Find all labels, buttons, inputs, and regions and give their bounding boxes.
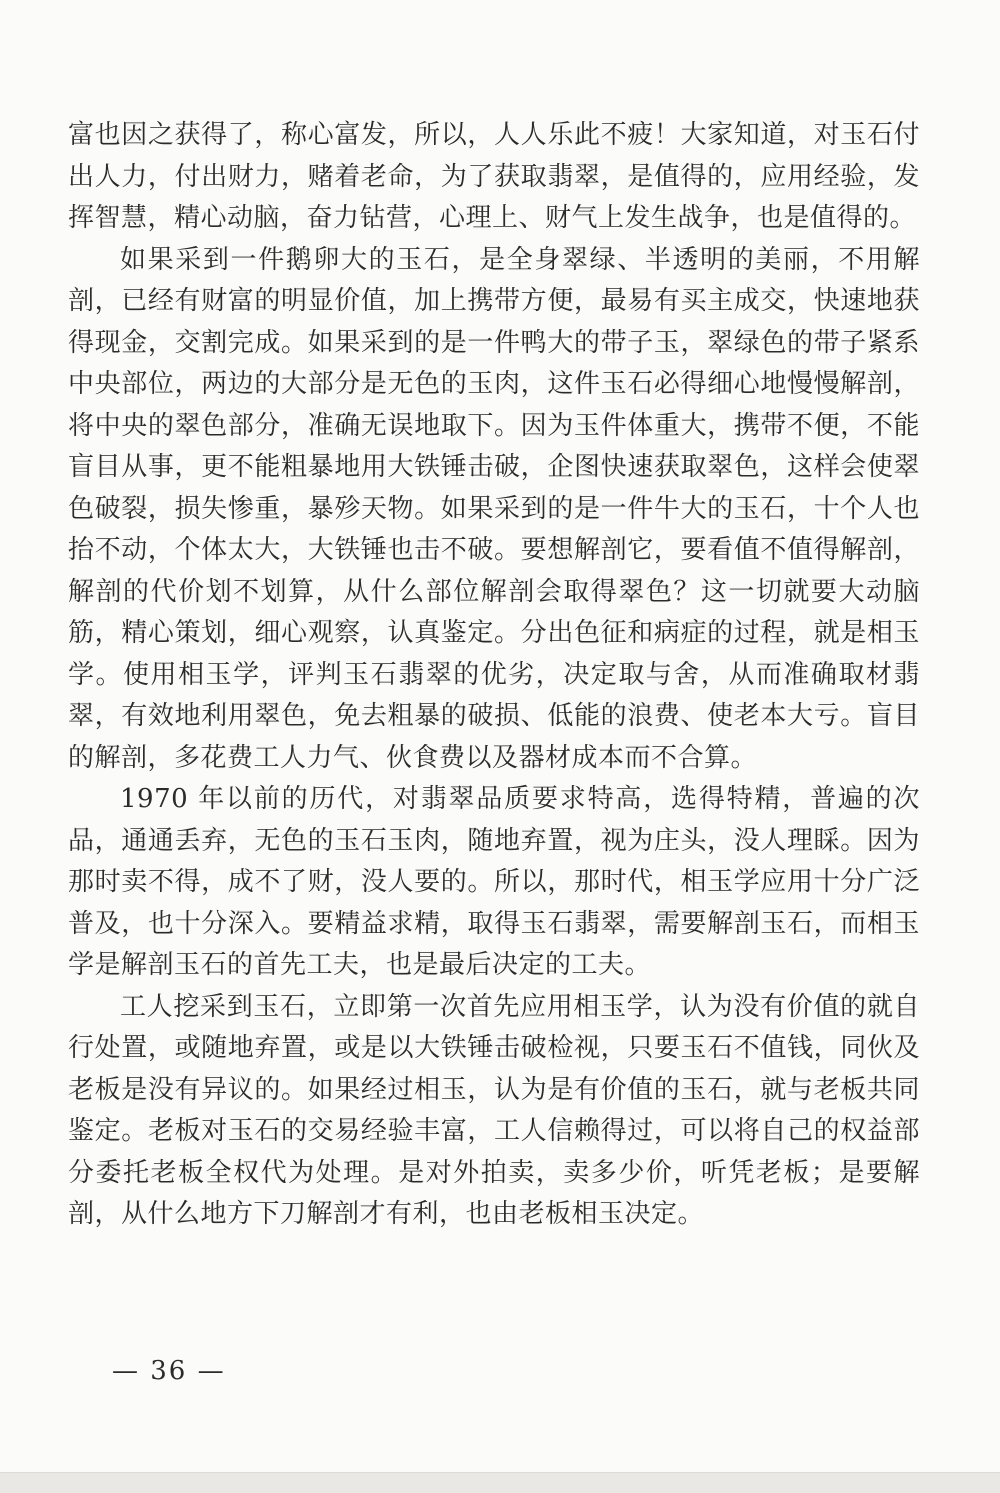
scan-bottom-edge bbox=[0, 1472, 1000, 1493]
paragraph-continued: 富也因之获得了，称心富发，所以，人人乐此不疲！大家知道，对玉石付出人力，付出财力，赌着老命，为了获取翡翠，是值得的，应用经验，发挥智慧，精心动脑，奋力钻营，心理上、财气上发生战争，也是值得的。 bbox=[68, 120, 920, 233]
body-text bbox=[68, 115, 920, 1236]
page-number: — 36 — bbox=[112, 1356, 226, 1386]
paragraph: 工人挖采到玉石，立即第一次首先应用相玉学，认为没有价值的就自行处置，或随地弃置，或是以大铁锤击破检视，只要玉石不值钱，同伙及老板是没有异议的。如果经过相玉，认为是有价值的玉石，就与老板共同鉴定。老板对玉石的交易经验丰富，工人信赖得过，可以将自己的权益部分委托老板全权代为处理。是对外拍卖，卖多少价，听凭老板；是要解剖，从什么地方下刀解剖才有利，也由老板相玉决定。 bbox=[68, 991, 920, 1229]
paragraph: 如果采到一件鹅卵大的玉石，是全身翠绿、半透明的美丽，不用解剖，已经有财富的明显价值，加上携带方便，最易有买主成交，快速地获得现金，交割完成。如果采到的是一件鸭大的带子玉，翠绿色的带子紧系中央部位，两边的大部分是无色的玉肉，这件玉石必得细心地慢慢解剖，将中央的翠色部分，准确无误地取下。因为玉件体重大，携带不便，不能盲目从事，更不能粗暴地用大铁锤击破，企图快速获取翠色，这样会使翠色破裂，损失惨重，暴殄天物。如果采到的是一件牛大的玉石，十个人也抬不动，个体太大，大铁锤也击不破。要想解剖它，要看值不值得解剖，解剖的代价划不划算，从什么部位解剖会取得翠色？这一切就要大动脑筋，精心策划，细心观察，认真鉴定。分出色征和病症的过程，就是相玉学。使用相玉学，评判玉石翡翠的优劣，决定取与舍，从而准确取材翡翠，有效地利用翠色，免去粗暴的破损、低能的浪费、使老本大亏。盲目的解剖，多花费工人力气、伙食费以及器材成本而不合算。 bbox=[68, 244, 920, 773]
paragraph: 1970 年以前的历代，对翡翠品质要求特高，选得特精，普遍的次品，通通丢弃，无色的玉石玉肉，随地弃置，视为庄头，没人理睬。因为那时卖不得，成不了财，没人要的。所以，那时代，相玉学应用十分广泛普及，也十分深入。要精益求精，取得玉石翡翠，需要解剖玉石，而相玉学是解剖玉石的首先工夫，也是最后决定的工夫。 bbox=[68, 784, 920, 980]
